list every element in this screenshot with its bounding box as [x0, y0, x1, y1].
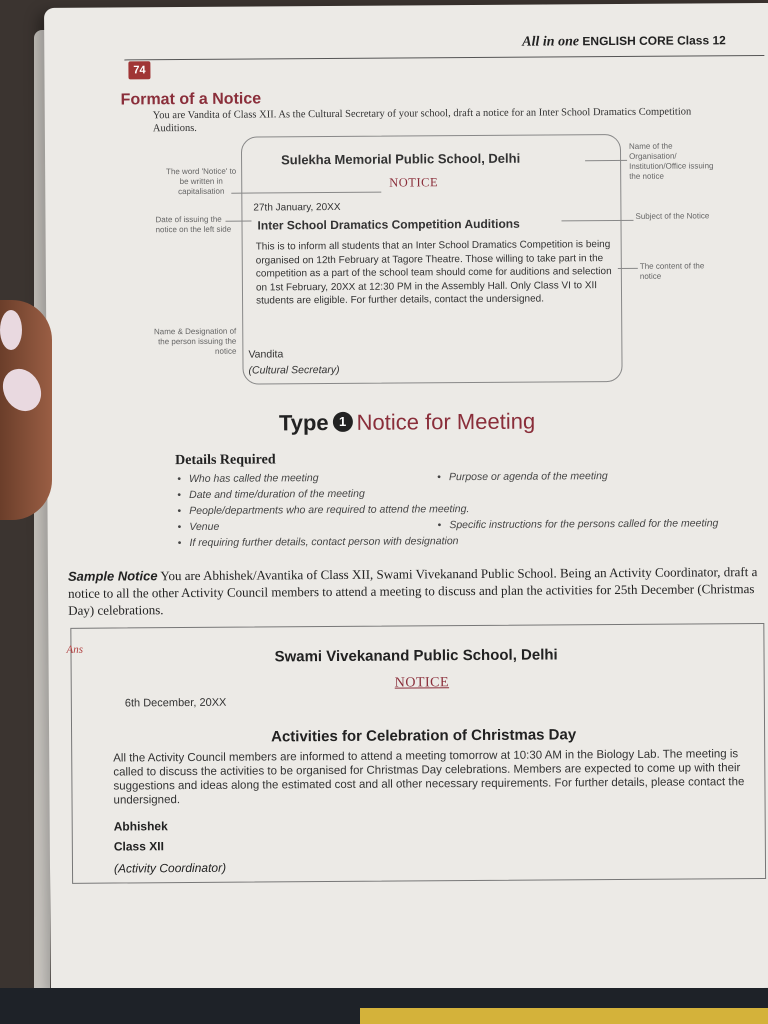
- section-title: Format of a Notice: [120, 90, 262, 109]
- details-required-title: Details Required: [175, 452, 276, 469]
- detail-bullet: • Venue: [178, 521, 220, 533]
- detail-bullet: • Specific instructions for the persons called for the meeting: [438, 517, 719, 531]
- annotation-content: The content of the notice: [639, 261, 705, 281]
- answer-signer-designation: (Activity Coordinator): [113, 860, 227, 876]
- answer-label: Ans: [66, 643, 84, 656]
- answer-signer-class: Class XII: [113, 839, 164, 854]
- example-school-name: Sulekha Memorial Public School, Delhi: [281, 150, 521, 168]
- annotation-line: [225, 221, 251, 222]
- sample-notice-question: [68, 563, 768, 619]
- detail-bullet: • Purpose or agenda of the meeting: [437, 470, 608, 483]
- answer-subject: Activities for Celebration of Christmas Day: [271, 726, 577, 746]
- example-body: This is to inform all students that an Inter School Dramatics Competition is being organised on 12th February at Tagore Theatre. Those willing to take part in the competition as a part of the school team should come for auditions and selection on 1st February, 20XX at 12:30 PM in the Assembly Hall. Only Class VI to XII students are eligible. For further details, contact the undersigned.: [255, 239, 612, 307]
- brand-logo: [522, 33, 726, 50]
- answer-school-name: Swami Vivekanand Public School, Delhi: [274, 646, 558, 666]
- sample-label: Sample Notice: [67, 568, 158, 584]
- type-heading: [279, 409, 535, 437]
- example-signer-name: Vandita: [248, 348, 284, 361]
- brand-class: Class 12: [677, 33, 726, 48]
- page-number: 74: [128, 61, 150, 79]
- format-question: You are Vandita of Class XII. As the Cultural Secretary of your school, draft a notice for an Inter School Dramatics Competition Auditions.: [152, 106, 692, 135]
- type-number-badge: 1: [333, 412, 353, 432]
- annotation-org-name: Name of the Organisation/ Institution/Office issuing the notice: [628, 141, 714, 181]
- brand-subject: ENGLISH CORE: [582, 33, 674, 49]
- answer-notice-word: NOTICE: [394, 675, 450, 691]
- answer-body: All the Activity Council members are informed to attend a meeting tomorrow at 10:30 AM in the Biology Lab. The meeting is called to discuss the activities to be organised for Christmas Day celebrations. Members are expected to come up with their suggestions and ideas along the estimated cost and all other necessary requirements. For further details, please contact the undersigned.: [113, 748, 745, 807]
- example-notice-word: NOTICE: [389, 175, 439, 190]
- example-subject: Inter School Dramatics Competition Auditions: [257, 216, 520, 233]
- yellow-object: [360, 1008, 768, 1024]
- annotation-notice-caps: The word 'Notice' to be written in capitalisation: [166, 166, 237, 197]
- type-title: Notice for Meeting: [356, 408, 536, 435]
- detail-bullet: • People/departments who are required to attend the meeting.: [177, 503, 469, 517]
- detail-bullet: • Date and time/duration of the meeting: [177, 488, 364, 501]
- annotation-name-designation: Name & Designation of the person issuing the notice: [153, 326, 237, 356]
- detail-bullet: • If requiring further details, contact person with designation: [178, 535, 459, 549]
- example-signer-designation: (Cultural Secretary): [248, 363, 340, 377]
- annotation-line: [618, 268, 638, 269]
- sample-text: You are Abhishek/Avantika of Class XII, Swami Vivekanand Public School. Being an Activity Coordinator, draft a notice to all the other Activity Council members to attend a meeting to discuss and plan the activities for 25th December (Christmas Day) celebrations.: [68, 564, 758, 618]
- brand-name: All in one: [522, 34, 580, 50]
- fingernail: [0, 310, 22, 350]
- annotation-date-left: Date of issuing the notice on the left side: [155, 214, 232, 235]
- type-prefix: Type: [278, 410, 329, 436]
- annotation-subject: Subject of the Notice: [635, 211, 710, 221]
- book-page: [44, 3, 768, 993]
- header-rule: [124, 55, 764, 60]
- detail-bullet: • Who has called the meeting: [177, 472, 318, 485]
- example-date: 27th January, 20XX: [253, 201, 341, 214]
- answer-signer-name: Abhishek: [113, 819, 168, 834]
- answer-date: 6th December, 20XX: [124, 696, 227, 710]
